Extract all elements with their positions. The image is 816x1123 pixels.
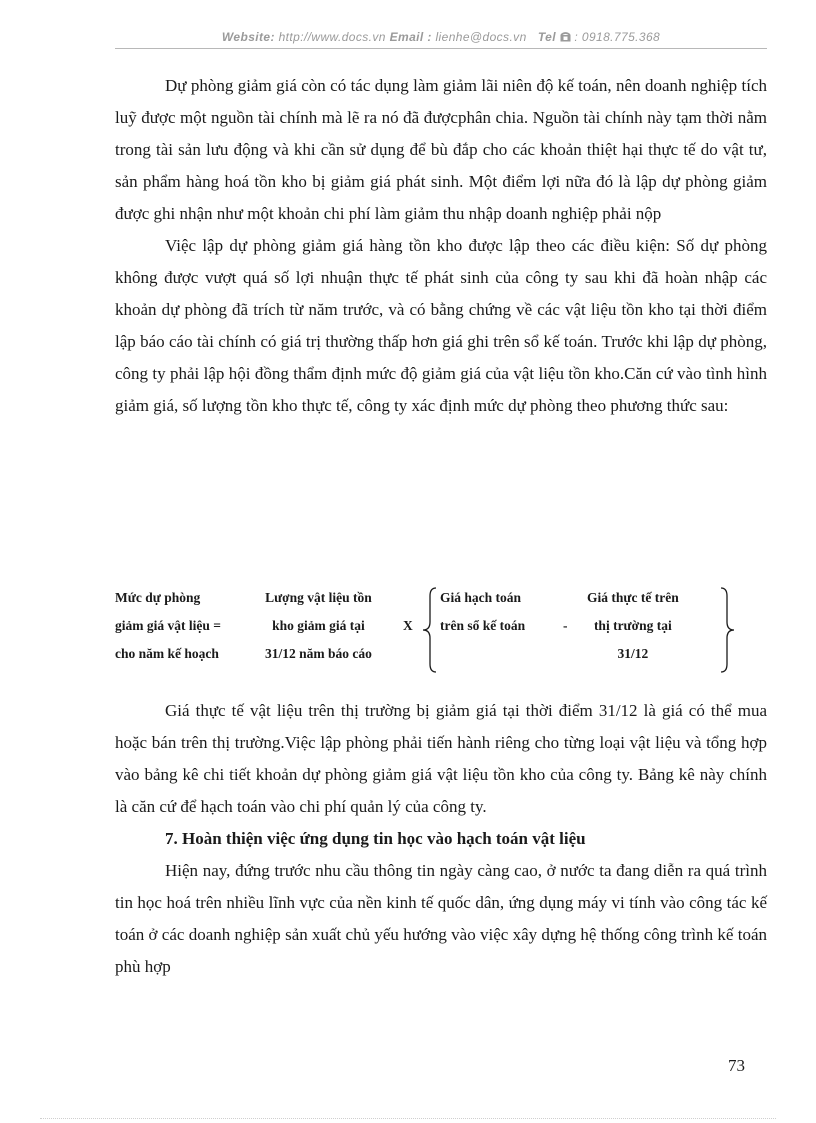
formula-market-price-column <box>587 584 679 668</box>
website-url[interactable]: http://www.docs.vn <box>278 30 386 44</box>
formula-text: Giá thực tế trên <box>587 590 679 605</box>
formula-quantity-column <box>265 584 372 668</box>
formula-text: Mức dự phòng <box>115 590 201 605</box>
email-label: Email : <box>389 30 432 44</box>
paragraph: Việc lập dự phòng giảm giá hàng tồn kho được lập theo các điều kiện: Số dự phòng không được vượt quá số lợi nhuận thực tế phát sinh của công ty sau khi đã hoàn nhập các khoản dự phòng đã trích từ năm trước, và có bằng chứng về các vật liệu tồn kho tại thời điểm lập báo cáo tài chính có giá trị thường thấp hơn giá ghi trên sổ kế toán. Trước khi lập dự phòng, công ty phải lập hội đồng thẩm định mức độ giảm giá của vật liệu tồn kho.Căn cứ vào tình hình giảm giá, số lượng tồn kho thực tế, công ty xác định mức dự phòng theo phương thức sau: <box>115 236 767 415</box>
phone-icon <box>560 30 575 44</box>
formula-text: giảm giá vật liệu = <box>115 618 221 633</box>
multiply-sign: X <box>403 618 413 633</box>
formula-text: trên sổ kế toán <box>440 618 526 633</box>
page-number: 73 <box>728 1056 745 1075</box>
section-heading: 7. Hoàn thiện việc ứng dụng tin học vào hạch toán vật liệu <box>165 829 586 848</box>
footer-divider <box>40 1118 776 1119</box>
tel-label: Tel <box>537 30 556 44</box>
formula-book-price-column <box>440 584 525 640</box>
paragraph: Hiện nay, đứng trước nhu cầu thông tin ngày càng cao, ở nước ta đang diễn ra quá trình tin học hoá trên nhiều lĩnh vực của nền kinh tế quốc dân, ứng dụng máy vi tính vào công tác kế toán ở các doanh nghiệp sản xuất chủ yếu hướng vào việc xây dựng hệ thống công trình kế toán phù hợp <box>115 861 767 976</box>
text-block-bottom <box>115 695 767 983</box>
formula-result-column <box>115 584 221 668</box>
formula-text: 31/12 <box>617 646 649 661</box>
formula-text: Lượng vật liệu tồn <box>265 590 372 605</box>
formula-text: Giá hạch toán <box>440 590 522 605</box>
website-label: Website: <box>221 30 275 44</box>
text-block-top <box>115 70 767 422</box>
provision-formula <box>115 584 767 676</box>
header-divider <box>115 48 767 49</box>
page-header <box>115 30 767 44</box>
email-address[interactable]: lienhe@docs.vn <box>435 30 527 44</box>
formula-text: 31/12 năm báo cáo <box>265 646 372 661</box>
paragraph: Dự phòng giảm giá còn có tác dụng làm giảm lãi niên độ kế toán, nên doanh nghiệp tích luỹ được một nguồn tài chính mà lẽ ra nó đã đượcphân chia. Nguồn tài chính này tạm thời nằm trong tài sản lưu động và khi cần sử dụng để bù đắp cho các khoản thiệt hại thực tế do vật tư, sản phẩm hàng hoá tồn kho bị giảm giá phát sinh. Một điểm lợi nữa đó là lập dự phòng giảm được ghi nhận như một khoản chi phí làm giảm thu nhập doanh nghiệp phải nộp <box>115 76 767 223</box>
right-brace <box>717 584 737 676</box>
formula-text: thị trường tại <box>593 618 672 633</box>
phone-number: : 0918.775.368 <box>574 30 661 44</box>
formula-text: kho giảm giá tại <box>272 618 365 633</box>
left-brace <box>420 584 440 676</box>
minus-sign: - <box>563 618 568 633</box>
formula-text: cho năm kế hoạch <box>115 646 219 661</box>
paragraph: Giá thực tế vật liệu trên thị trường bị giảm giá tại thời điểm 31/12 là giá có thể mua hoặc bán trên thị trường.Việc lập phòng phải tiến hành riêng cho từng loại vật liệu và tổng hợp vào bảng kê chi tiết khoản dự phòng giảm giá vật liệu tồn kho của công ty. Bảng kê này chính là căn cứ để hạch toán vào chi phí quản lý của công ty. <box>115 701 767 816</box>
